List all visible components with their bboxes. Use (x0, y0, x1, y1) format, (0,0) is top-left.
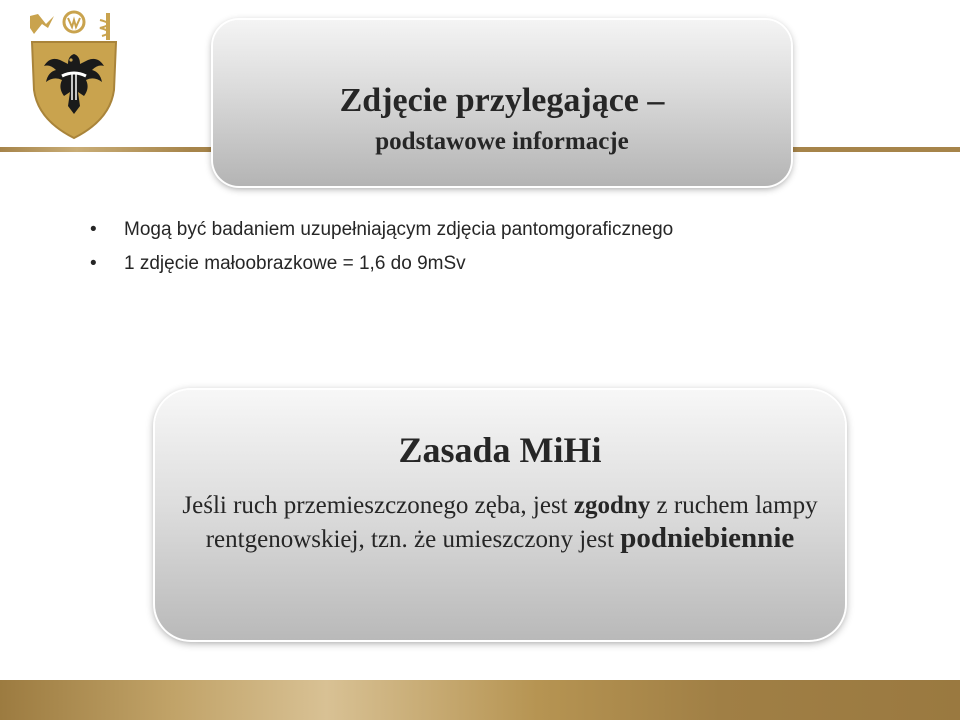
footer-bar (0, 680, 960, 720)
rule-title: Zasada MiHi (398, 430, 602, 470)
bullet-text: Mogą być badaniem uzupełniającym zdjęcia pantomgoraficznego (124, 219, 674, 240)
rule-box (155, 390, 845, 640)
bullet-text: 1 zdjęcie małoobrazkowe = 1,6 do 9mSv (124, 253, 466, 274)
list-item (90, 216, 710, 244)
bullet-list (90, 216, 710, 284)
bullet-marker: • (90, 219, 97, 240)
list-item (90, 250, 710, 278)
bullet-marker: • (90, 253, 97, 274)
rule-text (175, 490, 825, 556)
title-box (213, 20, 791, 186)
rule-text-part1: Jeśli ruch przemieszczonego zęba, jest (182, 492, 574, 519)
rule-text-part2: z ruchem lampy rentgenowskiej, tzn. że umieszczony jest (205, 492, 818, 553)
rule-text-bold-agree: zgodny (573, 492, 651, 519)
rule-text-bold-palatal: podniebiennie (620, 522, 795, 554)
slide-title: Zdjęcie przylegające – (339, 82, 665, 119)
university-crest-icon (24, 10, 124, 140)
slide-subtitle: podstawowe informacje (375, 128, 629, 155)
